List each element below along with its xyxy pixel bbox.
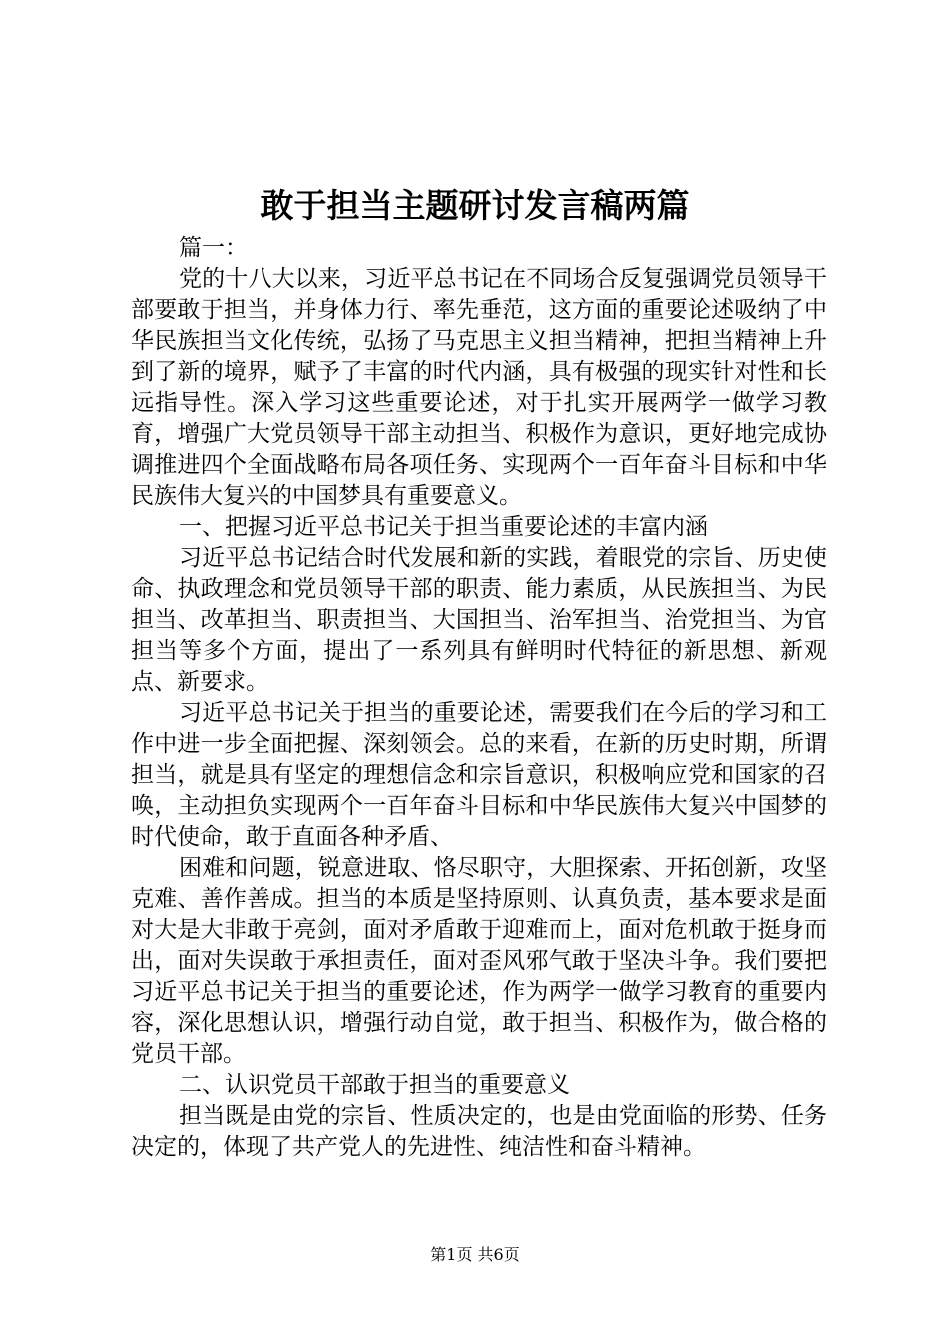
- document-body: [131, 233, 827, 1163]
- page-number-footer: 第1页 共6页: [430, 1245, 520, 1264]
- paragraph: 党的十八大以来，习近平总书记在不同场合反复强调党员领导干部要敢于担当，并身体力行、率先垂范，这方面的重要论述吸纳了中华民族担当文化传统，弘扬了马克思主义担当精神，把担当精神上升到了新的境界，赋予了丰富的时代内涵，具有极强的现实针对性和长远指导性。深入学习这些重要论述，对于扎实开展两学一做学习教育，增强广大党员领导干部主动担当、积极作为意识，更好地完成协调推进四个全面战略布局各项任务、实现两个一百年奋斗目标和中华民族伟大复兴的中国梦具有重要意义。: [131, 266, 827, 509]
- paragraph: 困难和问题，锐意进取、恪尽职守，大胆探索、开拓创新，攻坚克难、善作善成。担当的本质是坚持原则、认真负责，基本要求是面对大是大非敢于亮剑，面对矛盾敢于迎难而上，面对危机敢于挺身而出，面对失误敢于承担责任，面对歪风邪气敢于坚决斗争。我们要把习近平总书记关于担当的重要论述，作为两学一做学习教育的重要内容，深化思想认识，增强行动自觉，敢于担当、积极作为，做合格的党员干部。: [131, 855, 827, 1067]
- paragraph: 习近平总书记关于担当的重要论述，需要我们在今后的学习和工作中进一步全面把握、深刻领会。总的来看，在新的历史时期，所谓担当，就是具有坚定的理想信念和宗旨意识，积极响应党和国家的召唤，主动担负实现两个一百年奋斗目标和中华民族伟大复兴中国梦的时代使命，敢于直面各种矛盾、: [131, 700, 827, 850]
- section-label: 篇一：: [179, 235, 248, 261]
- document-title: 敢于担当主题研讨发言稿两篇: [260, 186, 690, 225]
- section-heading: 二、认识党员干部敢于担当的重要意义: [179, 1072, 570, 1098]
- paragraph: 担当既是由党的宗旨、性质决定的，也是由党面临的形势、任务决定的，体现了共产党人的先进性、纯洁性和奋斗精神。: [131, 1103, 827, 1160]
- paragraph: 习近平总书记结合时代发展和新的实践，着眼党的宗旨、历史使命、执政理念和党员领导干部的职责、能力素质，从民族担当、为民担当、改革担当、职责担当、大国担当、治军担当、治党担当、为官担当等多个方面，提出了一系列具有鲜明时代特征的新思想、新观点、新要求。: [131, 545, 827, 695]
- section-heading: 一、把握习近平总书记关于担当重要论述的丰富内涵: [179, 514, 708, 540]
